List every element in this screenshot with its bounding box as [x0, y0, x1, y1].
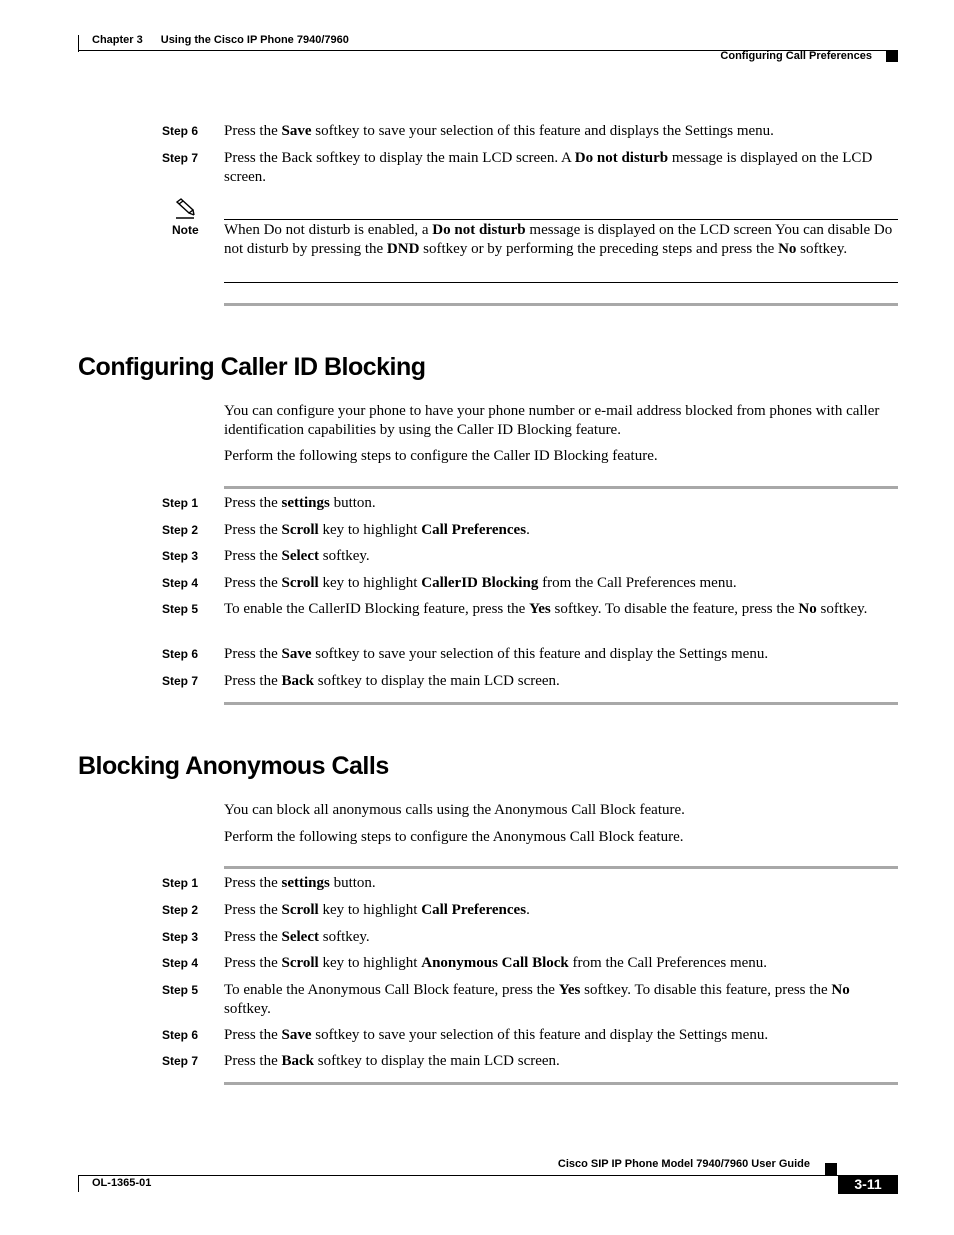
- procedure-end-rule: [224, 1082, 898, 1085]
- emphasis-term: No: [831, 982, 850, 998]
- procedure-end-rule: [224, 702, 898, 705]
- running-header-chapter: [92, 34, 367, 46]
- procedure-end-rule: [224, 303, 898, 306]
- step-label: Step 7: [162, 674, 199, 688]
- step-label: Step 6: [162, 647, 199, 661]
- step-text: Press the Select softkey.: [224, 548, 370, 564]
- emphasis-term: Save: [281, 123, 312, 139]
- step-label: Step 4: [162, 576, 199, 590]
- step-label: Step 3: [162, 930, 199, 944]
- emphasis-term: No: [798, 601, 817, 617]
- step-label: Step 1: [162, 496, 199, 510]
- footer-marker-block: [825, 1163, 837, 1175]
- procedure-lead: Perform the following steps to configure the Caller ID Blocking feature.: [224, 448, 658, 464]
- emphasis-term: Back: [281, 1053, 315, 1069]
- step-text: Press the Back softkey to display the main LCD screen. A Do not disturb message is displayed on the LCD screen.: [224, 150, 873, 185]
- step-text: Press the Back softkey to display the main LCD screen.: [224, 1053, 560, 1069]
- emphasis-term: Yes: [529, 601, 551, 617]
- emphasis-term: Scroll: [281, 522, 319, 538]
- emphasis-term: Select: [281, 929, 319, 945]
- step-text: Press the Save softkey to save your selection of this feature and displays the Settings menu.: [224, 123, 774, 139]
- note-bottom-rule: [224, 282, 898, 283]
- step-label: Step 1: [162, 876, 199, 890]
- step-text: Press the settings button.: [224, 875, 376, 891]
- emphasis-term: No: [778, 241, 797, 257]
- step-text: Press the Scroll key to highlight Call Preferences.: [224, 902, 530, 918]
- step-label: Step 5: [162, 602, 199, 616]
- step-label: Step 3: [162, 549, 199, 563]
- chapter-number: Chapter 3: [92, 34, 143, 46]
- step-text: Press the settings button.: [224, 495, 376, 511]
- emphasis-term: settings: [281, 495, 330, 511]
- note-top-rule: [224, 219, 898, 220]
- step-text: Press the Back softkey to display the main LCD screen.: [224, 673, 560, 689]
- footer-guide-title: Cisco SIP IP Phone Model 7940/7960 User Guide: [557, 1158, 810, 1170]
- emphasis-term: Yes: [558, 982, 581, 998]
- emphasis-term: Save: [281, 1027, 312, 1043]
- step-text: To enable the Anonymous Call Block feature, press the Yes softkey. To disable this feature, press the No softkey.: [224, 982, 850, 1017]
- step-text: Press the Save softkey to save your selection of this feature and display the Settings menu.: [224, 646, 769, 662]
- section-intro: You can configure your phone to have your phone number or e-mail address blocked from phones with caller identification capabilities by using the Caller ID Blocking feature.: [224, 403, 880, 438]
- emphasis-term: Save: [281, 646, 312, 662]
- step-label: Step 7: [162, 151, 199, 165]
- emphasis-term: Back: [281, 673, 315, 689]
- procedure-lead: Perform the following steps to configure the Anonymous Call Block feature.: [224, 829, 684, 845]
- footer-rule: [78, 1175, 898, 1176]
- emphasis-term: Do not disturb: [432, 222, 526, 238]
- pencil-note-icon: [173, 198, 197, 220]
- section-title: Configuring Caller ID Blocking: [78, 353, 426, 381]
- step-text: Press the Scroll key to highlight Call Preferences.: [224, 522, 530, 538]
- footer-doc-number: OL-1365-01: [92, 1177, 152, 1189]
- emphasis-term: Call Preferences: [421, 522, 527, 538]
- emphasis-term: DND: [386, 241, 420, 257]
- step-text: Press the Select softkey.: [224, 929, 370, 945]
- running-header-section: Configuring Call Preferences: [720, 50, 872, 62]
- step-text: Press the Scroll key to highlight CallerID Blocking from the Call Preferences menu.: [224, 575, 737, 591]
- chapter-title: Using the Cisco IP Phone 7940/7960: [160, 34, 349, 46]
- step-label: Step 4: [162, 956, 199, 970]
- step-label: Step 6: [162, 1028, 199, 1042]
- header-marker-block: [886, 50, 898, 62]
- section-title: Blocking Anonymous Calls: [78, 752, 389, 780]
- step-label: Step 6: [162, 124, 199, 138]
- note-text: When Do not disturb is enabled, a Do not disturb message is displayed on the LCD screen You can disable Do not disturb by pressing the DND softkey or by performing the preceding steps and press the No softkey.: [224, 222, 893, 257]
- step-label: Step 7: [162, 1054, 199, 1068]
- step-text: Press the Scroll key to highlight Anonymous Call Block from the Call Preferences menu.: [224, 955, 768, 971]
- step-label: Step 5: [162, 983, 199, 997]
- emphasis-term: settings: [281, 875, 330, 891]
- step-label: Step 2: [162, 523, 199, 537]
- emphasis-term: Scroll: [281, 575, 319, 591]
- page-number: 3-11: [838, 1175, 898, 1194]
- procedure-start-rule: [224, 486, 898, 489]
- step-text: To enable the CallerID Blocking feature, press the Yes softkey. To disable the feature, press the No softkey.: [224, 601, 868, 617]
- emphasis-term: Do not disturb: [574, 150, 669, 166]
- footer-left-bar: [78, 1175, 79, 1192]
- emphasis-term: Scroll: [281, 902, 319, 918]
- step-label: Step 2: [162, 903, 199, 917]
- emphasis-term: CallerID Blocking: [421, 575, 539, 591]
- section-intro: You can block all anonymous calls using the Anonymous Call Block feature.: [224, 802, 685, 818]
- emphasis-term: Scroll: [281, 955, 319, 971]
- emphasis-term: Anonymous Call Block: [421, 955, 569, 971]
- note-label: Note: [172, 223, 199, 237]
- emphasis-term: Call Preferences: [421, 902, 527, 918]
- emphasis-term: Select: [281, 548, 319, 564]
- step-text: Press the Save softkey to save your selection of this feature and display the Settings menu.: [224, 1027, 769, 1043]
- procedure-start-rule: [224, 866, 898, 869]
